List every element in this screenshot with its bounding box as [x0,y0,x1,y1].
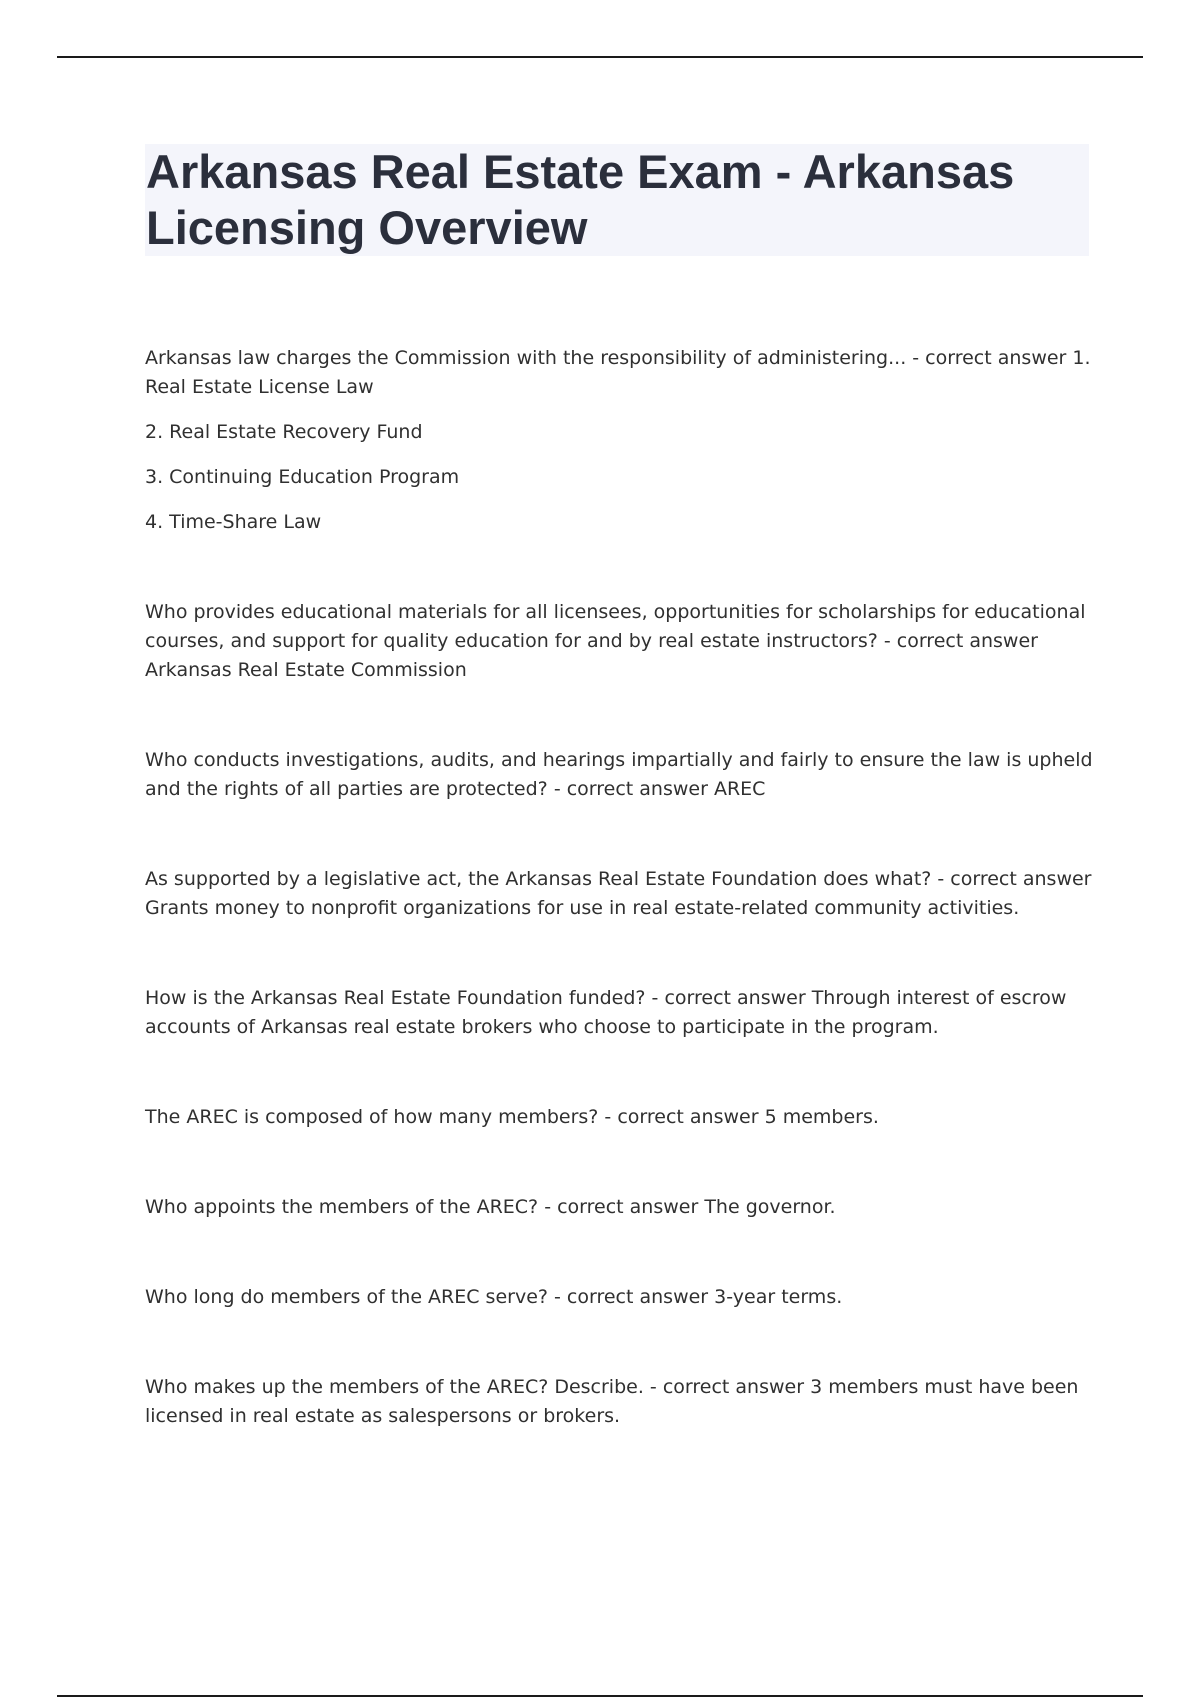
qa-line [145,865,1095,923]
answer-text: 3 members must have been licensed in real estate as salespersons or brokers. [145,1376,1079,1427]
qa-item [145,1283,1095,1312]
qa-item [145,1193,1095,1222]
qa-line [145,984,1095,1042]
question-text: The AREC is composed of how many members? [145,1106,599,1128]
answer-line: 2. Real Estate Recovery Fund [145,421,423,443]
question-text: As supported by a legislative act, the Arkansas Real Estate Foundation does what? [145,868,932,890]
qa-item [145,984,1095,1042]
question-text: Who long do members of the AREC serve? [145,1286,548,1308]
qa-list [145,344,1095,1492]
answer-line: 4. Time-Share Law [145,511,322,533]
question-text: Who provides educational materials for all licensees, opportunities for scholarships for educational courses, and support for quality education for and by real estate instructors? [145,601,1086,652]
answer-text: Grants money to nonprofit organizations for use in real estate-related community activities. [145,897,1020,919]
answer-separator: - correct answer [906,347,1073,369]
qa-item [145,1373,1095,1431]
answer-separator: - correct answer [547,778,714,800]
answer-separator: - correct answer [643,1376,811,1398]
title-banner [145,144,1089,256]
qa-item [145,598,1095,685]
qa-item [145,344,1095,537]
answer-text: 1. Real Estate License Law [145,347,1091,398]
answer-text: AREC [713,778,766,800]
qa-line [145,344,1095,402]
qa-item [145,1103,1095,1132]
question-text: Who conducts investigations, audits, and hearings impartially and fairly to ensure the law is upheld and the rights of all parties are protected? [145,749,1093,800]
answer-text: Through interest of escrow accounts of Arkansas real estate brokers who choose to participate in the program. [145,987,1067,1038]
answer-text: The governor. [704,1196,836,1218]
answer-separator: - correct answer [645,987,812,1009]
qa-item [145,865,1095,923]
bottom-divider [57,1695,1143,1697]
answer-text: 5 members. [764,1106,879,1128]
answer-text: Arkansas Real Estate Commission [145,659,467,681]
page-title: Arkansas Real Estate Exam - Arkansas Licensing Overview [146,145,1015,254]
question-text: Arkansas law charges the Commission with the responsibility of administering... [145,347,907,369]
qa-line [145,1103,1095,1132]
qa-line [145,598,1095,685]
answer-text: 3-year terms. [714,1286,843,1308]
answer-separator: - correct answer [547,1286,715,1308]
question-text: How is the Arkansas Real Estate Foundation funded? [145,987,646,1009]
qa-item [145,746,1095,804]
qa-line [145,1373,1095,1431]
qa-line [145,1283,1095,1312]
question-text: Who makes up the members of the AREC? Describe. [145,1376,644,1398]
answer-separator: - correct answer [931,868,1092,890]
question-text: Who appoints the members of the AREC? [145,1196,539,1218]
qa-line [145,1193,1095,1222]
answer-separator: - correct answer [538,1196,705,1218]
answer-line: 3. Continuing Education Program [145,466,460,488]
top-divider [57,56,1143,58]
qa-line [145,746,1095,804]
answer-separator: - correct answer [598,1106,765,1128]
answer-separator: - correct answer [877,630,1038,652]
